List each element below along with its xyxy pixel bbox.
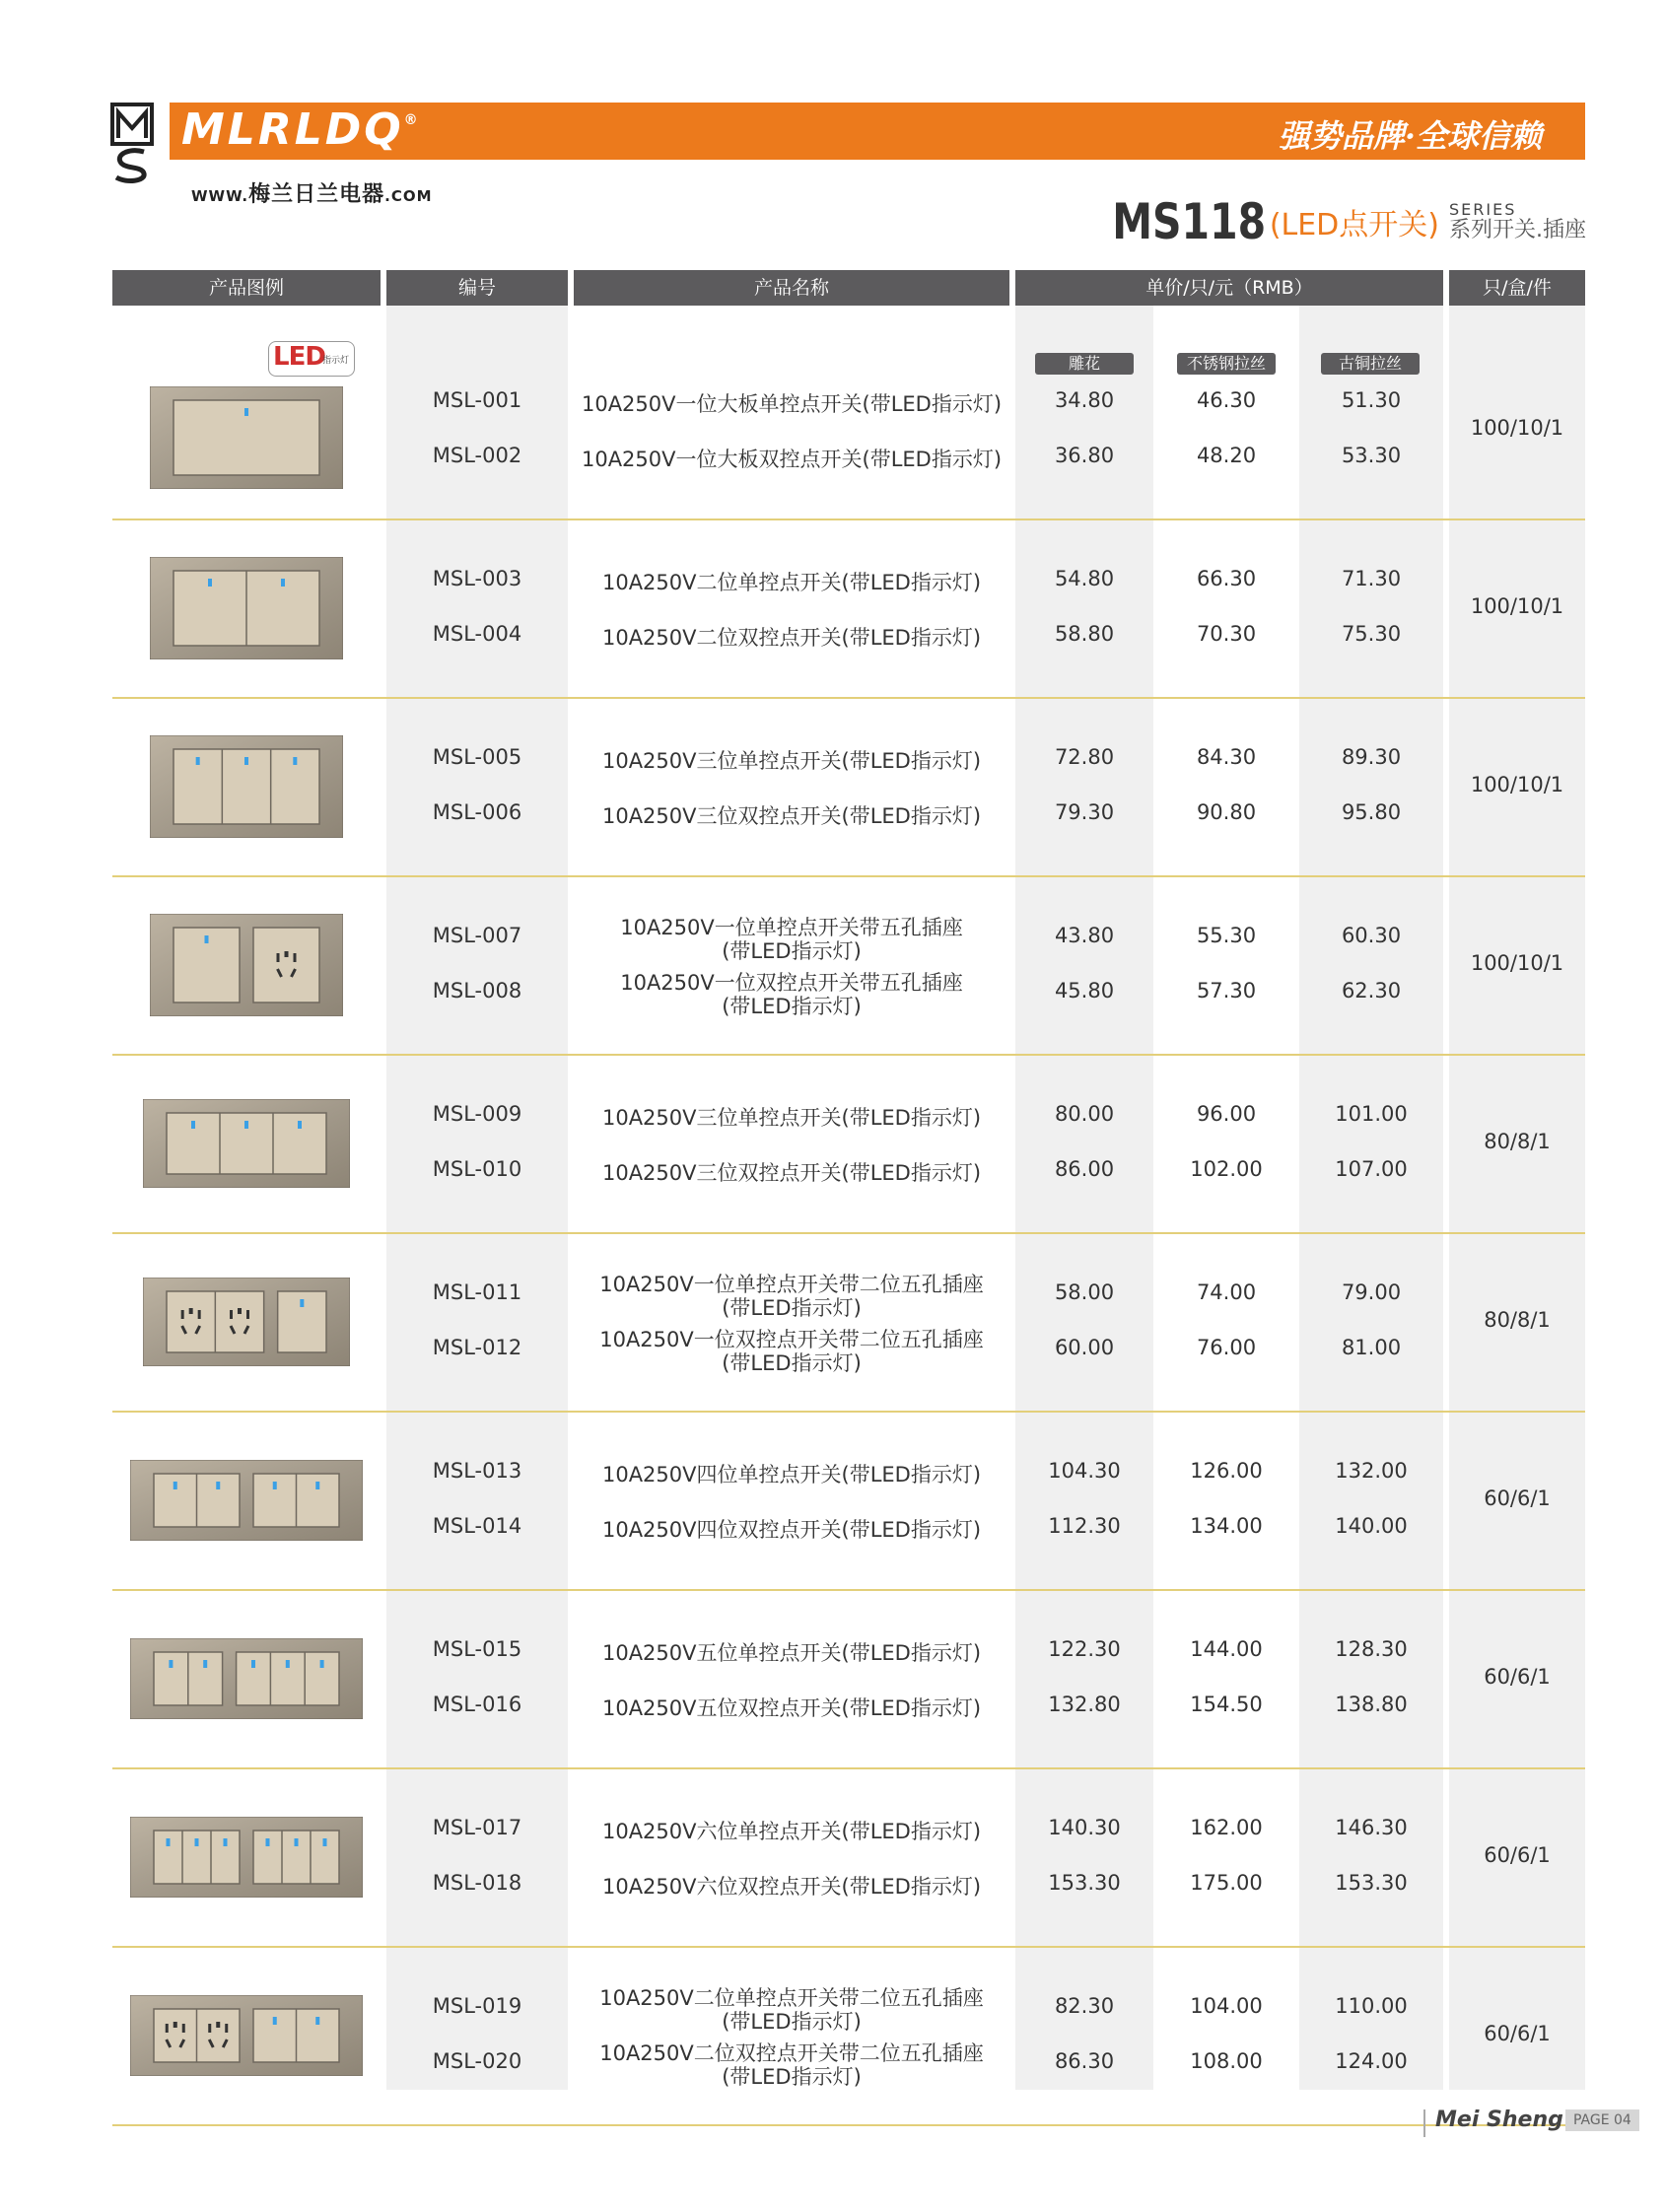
footer-brand: Mei Sheng [1435, 2108, 1563, 2132]
slogan: 强势品牌·全球信赖 [1278, 117, 1542, 155]
product-name: 10A250V一位双控点开关带五孔插座 (带LED指示灯) [620, 971, 963, 1018]
product-code: MSL-016 [432, 1693, 522, 1716]
product-code: MSL-015 [432, 1637, 522, 1661]
model-number: MS118 [1111, 193, 1266, 250]
pack-quantity: 100/10/1 [1470, 951, 1564, 975]
table-row [112, 341, 1585, 520]
product-code: MSL-018 [432, 1871, 522, 1895]
table-row [112, 698, 1585, 877]
price-bronze: 79.00 [1341, 1280, 1402, 1304]
table-row [112, 1947, 1585, 2126]
product-name: 10A250V三位单控点开关(带LED指示灯) [601, 1106, 982, 1130]
product-name: 10A250V五位单控点开关(带LED指示灯) [601, 1641, 982, 1665]
table-row [112, 1055, 1585, 1234]
product-name: 10A250V五位双控点开关(带LED指示灯) [601, 1696, 982, 1720]
table-row [112, 1590, 1585, 1769]
price-bronze: 128.30 [1335, 1637, 1408, 1661]
product-code: MSL-007 [432, 924, 522, 947]
switch-panel-image [150, 914, 343, 1020]
price-bronze: 89.30 [1341, 745, 1402, 769]
price-carved: 60.00 [1054, 1336, 1115, 1359]
pack-quantity: 100/10/1 [1470, 594, 1564, 618]
table-row [112, 519, 1585, 699]
finish-tag-steel: 不锈钢拉丝 [1177, 353, 1276, 375]
price-bronze: 138.80 [1335, 1693, 1408, 1716]
pack-quantity: 60/6/1 [1484, 1843, 1551, 1867]
product-name: 10A250V一位大板单控点开关(带LED指示灯) [581, 392, 1003, 416]
pack-quantity: 80/8/1 [1484, 1308, 1551, 1332]
page-number: PAGE 04 [1565, 2109, 1639, 2131]
price-carved: 140.30 [1048, 1816, 1121, 1839]
price-bronze: 101.00 [1335, 1102, 1408, 1126]
website: WWW.梅兰日兰电器.COM [191, 182, 433, 207]
product-name: 10A250V一位大板双控点开关(带LED指示灯) [581, 448, 1003, 471]
price-bronze: 110.00 [1335, 1994, 1408, 2018]
product-code: MSL-012 [432, 1336, 522, 1359]
price-bronze: 124.00 [1335, 2049, 1408, 2073]
switch-panel-image [130, 1460, 363, 1545]
product-code: MSL-005 [432, 745, 522, 769]
switch-panel-image [143, 1278, 350, 1370]
price-steel: 57.30 [1196, 979, 1257, 1002]
product-code: MSL-002 [432, 444, 522, 467]
price-table [112, 270, 1585, 2089]
ms-logo-icon [110, 103, 154, 185]
product-name: 10A250V四位双控点开关(带LED指示灯) [601, 1518, 982, 1542]
price-bronze: 107.00 [1335, 1157, 1408, 1181]
price-steel: 66.30 [1196, 567, 1257, 590]
finish-tag-bronze: 古铜拉丝 [1321, 353, 1420, 375]
price-bronze: 95.80 [1341, 800, 1402, 824]
header-image: 产品图例 [112, 270, 381, 306]
price-carved: 82.30 [1054, 1994, 1115, 2018]
product-name: 10A250V一位单控点开关带五孔插座 (带LED指示灯) [620, 916, 963, 963]
product-name: 10A250V六位双控点开关(带LED指示灯) [601, 1875, 982, 1899]
price-steel: 84.30 [1196, 745, 1257, 769]
product-name: 10A250V三位单控点开关(带LED指示灯) [601, 749, 982, 773]
product-code: MSL-004 [432, 622, 522, 646]
product-name: 10A250V二位双控点开关(带LED指示灯) [601, 626, 982, 650]
product-name: 10A250V二位双控点开关带二位五孔插座 (带LED指示灯) [599, 2041, 984, 2089]
switch-panel-image [130, 1995, 363, 2080]
model-type: (LED点开关) [1269, 208, 1439, 242]
brand-logo: MLRLDQ® [181, 104, 421, 155]
price-carved: 34.80 [1054, 388, 1115, 412]
switch-panel-image [143, 1099, 350, 1192]
price-steel: 126.00 [1190, 1459, 1263, 1483]
product-name: 10A250V二位单控点开关带二位五孔插座 (带LED指示灯) [599, 1986, 984, 2034]
price-bronze: 146.30 [1335, 1816, 1408, 1839]
product-code: MSL-001 [432, 388, 522, 412]
price-carved: 80.00 [1054, 1102, 1115, 1126]
product-name: 10A250V六位单控点开关(带LED指示灯) [601, 1820, 982, 1843]
product-code: MSL-010 [432, 1157, 522, 1181]
product-code: MSL-017 [432, 1816, 522, 1839]
price-steel: 70.30 [1196, 622, 1257, 646]
pack-quantity: 100/10/1 [1470, 416, 1564, 440]
price-carved: 45.80 [1054, 979, 1115, 1002]
price-steel: 154.50 [1190, 1693, 1263, 1716]
product-code: MSL-008 [432, 979, 522, 1002]
price-bronze: 53.30 [1341, 444, 1402, 467]
price-steel: 102.00 [1190, 1157, 1263, 1181]
price-carved: 58.00 [1054, 1280, 1115, 1304]
price-steel: 162.00 [1190, 1816, 1263, 1839]
product-name: 10A250V三位双控点开关(带LED指示灯) [601, 1161, 982, 1185]
header-code: 编号 [386, 270, 568, 306]
price-bronze: 71.30 [1341, 567, 1402, 590]
price-bronze: 132.00 [1335, 1459, 1408, 1483]
finish-tag-carved: 雕花 [1035, 353, 1134, 375]
series-title [1078, 193, 1586, 252]
header-pack: 只/盒/件 [1449, 270, 1585, 306]
table-row [112, 876, 1585, 1056]
header-banner [170, 103, 1585, 160]
switch-panel-image [150, 386, 343, 493]
product-name: 10A250V四位单控点开关(带LED指示灯) [601, 1463, 982, 1486]
price-steel: 55.30 [1196, 924, 1257, 947]
price-carved: 86.30 [1054, 2049, 1115, 2073]
product-name: 10A250V一位双控点开关带二位五孔插座 (带LED指示灯) [599, 1328, 984, 1375]
price-carved: 36.80 [1054, 444, 1115, 467]
price-steel: 46.30 [1196, 388, 1257, 412]
price-carved: 72.80 [1054, 745, 1115, 769]
pack-quantity: 60/6/1 [1484, 2022, 1551, 2045]
price-steel: 134.00 [1190, 1514, 1263, 1538]
price-carved: 104.30 [1048, 1459, 1121, 1483]
switch-panel-image [130, 1638, 363, 1723]
price-bronze: 140.00 [1335, 1514, 1408, 1538]
product-code: MSL-003 [432, 567, 522, 590]
price-steel: 144.00 [1190, 1637, 1263, 1661]
price-bronze: 75.30 [1341, 622, 1402, 646]
price-steel: 76.00 [1196, 1336, 1257, 1359]
price-steel: 104.00 [1190, 1994, 1263, 2018]
price-steel: 90.80 [1196, 800, 1257, 824]
price-carved: 58.80 [1054, 622, 1115, 646]
product-code: MSL-013 [432, 1459, 522, 1483]
table-row [112, 1768, 1585, 1948]
product-code: MSL-011 [432, 1280, 522, 1304]
price-carved: 86.00 [1054, 1157, 1115, 1181]
series-en: SERIES [1449, 200, 1517, 220]
price-steel: 48.20 [1196, 444, 1257, 467]
price-steel: 96.00 [1196, 1102, 1257, 1126]
price-bronze: 60.30 [1341, 924, 1402, 947]
price-bronze: 51.30 [1341, 388, 1402, 412]
led-indicator-callout: LED 指示灯 [268, 341, 355, 377]
price-bronze: 81.00 [1341, 1336, 1402, 1359]
product-name: 10A250V二位单控点开关(带LED指示灯) [601, 571, 982, 594]
product-code: MSL-006 [432, 800, 522, 824]
price-bronze: 62.30 [1341, 979, 1402, 1002]
series-cn: 系列开关.插座 [1449, 217, 1586, 242]
price-steel: 108.00 [1190, 2049, 1263, 2073]
switch-panel-image [150, 557, 343, 663]
product-code: MSL-014 [432, 1514, 522, 1538]
price-carved: 122.30 [1048, 1637, 1121, 1661]
product-name: 10A250V三位双控点开关(带LED指示灯) [601, 804, 982, 828]
pack-quantity: 100/10/1 [1470, 773, 1564, 796]
table-row [112, 1412, 1585, 1591]
product-code: MSL-019 [432, 1994, 522, 2018]
header-price: 单价/只/元（RMB） [1015, 270, 1443, 306]
price-carved: 79.30 [1054, 800, 1115, 824]
product-name: 10A250V一位单控点开关带二位五孔插座 (带LED指示灯) [599, 1273, 984, 1320]
pack-quantity: 60/6/1 [1484, 1486, 1551, 1510]
price-carved: 153.30 [1048, 1871, 1121, 1895]
pack-quantity: 80/8/1 [1484, 1130, 1551, 1153]
price-carved: 112.30 [1048, 1514, 1121, 1538]
table-header [112, 270, 1585, 306]
switch-panel-image [130, 1817, 363, 1901]
price-steel: 175.00 [1190, 1871, 1263, 1895]
price-carved: 54.80 [1054, 567, 1115, 590]
pack-quantity: 60/6/1 [1484, 1665, 1551, 1689]
price-steel: 74.00 [1196, 1280, 1257, 1304]
product-code: MSL-009 [432, 1102, 522, 1126]
price-bronze: 153.30 [1335, 1871, 1408, 1895]
price-carved: 132.80 [1048, 1693, 1121, 1716]
header-name: 产品名称 [574, 270, 1009, 306]
table-row [112, 1233, 1585, 1413]
footer-divider [1423, 2109, 1425, 2137]
price-carved: 43.80 [1054, 924, 1115, 947]
product-code: MSL-020 [432, 2049, 522, 2073]
switch-panel-image [150, 735, 343, 842]
